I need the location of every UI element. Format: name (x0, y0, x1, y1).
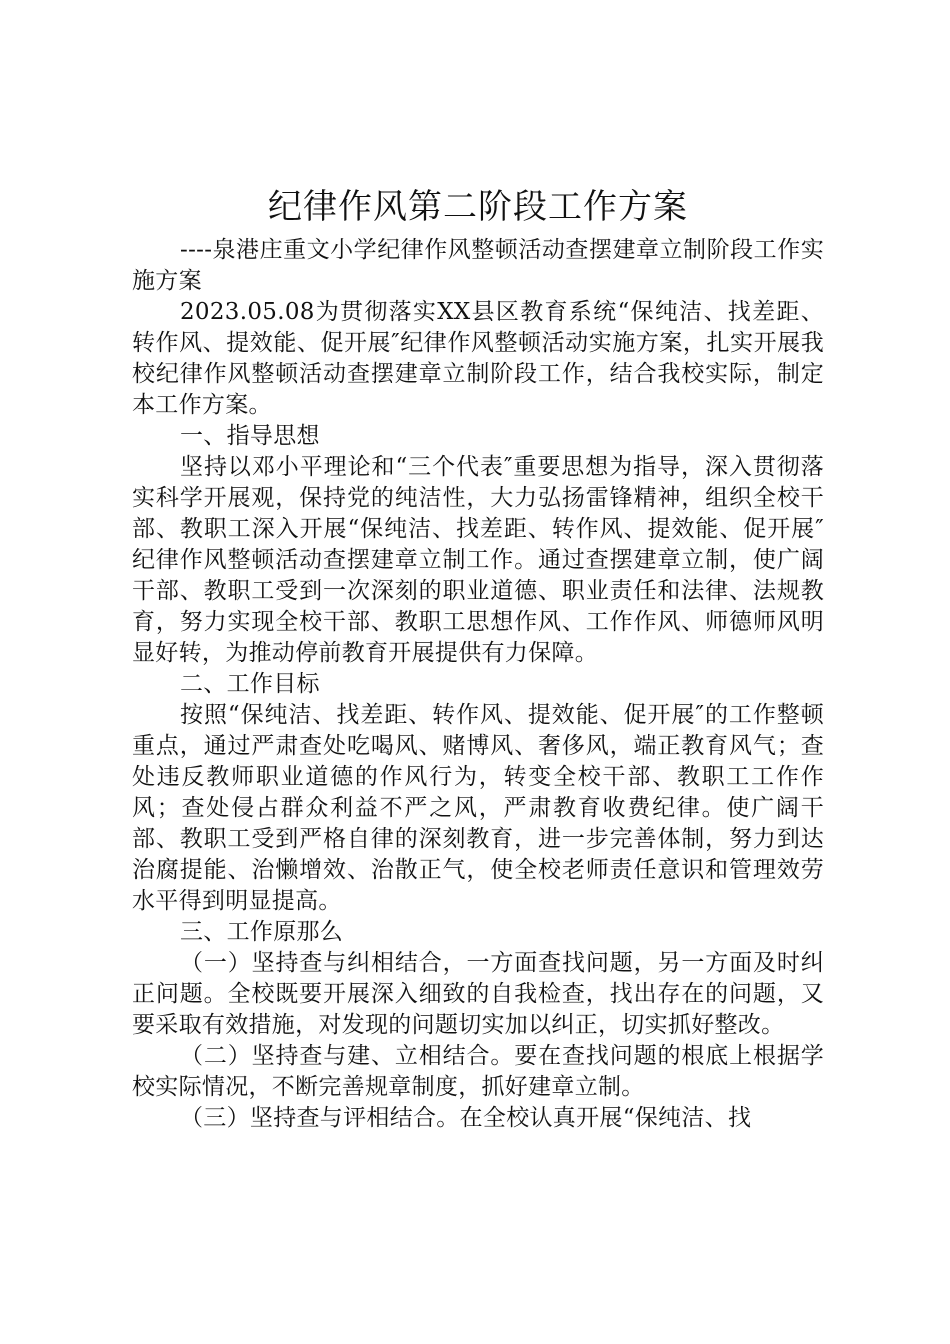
document-body (132, 185, 824, 1134)
principle-item-1: （一）坚持查与纠相结合，一方面查找问题，另一方面及时纠正问题。全校既要开展深入细致的自我检查，找出存在的问题，又要采取有效措施，对发现的问题切实加以纠正，切实抓好整改。 (132, 950, 824, 1038)
section-heading-work-principles: 三、工作原那么 (180, 919, 344, 945)
principle-item-2: （二）坚持查与建、立相结合。要在查找问题的根底上根据学校实际情况，不断完善规章制度，抓好建章立制。 (132, 1043, 824, 1100)
section-body-work-goals: 按照“保纯洁、找差距、转作风、提效能、促开展″的工作整顿重点，通过严肃查处吃喝风、赌博风、奢侈风，端正教育风气；查处违反教师职业道德的作风行为，转变全校干部、教职工工作作风；查处侵占群众利益不严之风，严肃教育收费纪律。使广阔干部、教职工受到严格自律的深刻教育，进一步完善体制，努力到达治腐提能、治懒增效、治散正气，使全校老师责任意识和管理效劳水平得到明显提高。 (132, 702, 824, 914)
section-body-guiding-thought: 坚持以邓小平理论和“三个代表″重要思想为指导，深入贯彻落实科学开展观，保持党的纯洁性，大力弘扬雷锋精神，组织全校干部、教职工深入开展“保纯洁、找差距、转作风、提效能、促开展″纪律作风整顿活动查摆建章立制工作。通过查摆建章立制，使广阔干部、教职工受到一次深刻的职业道德、职业责任和法律、法规教育，努力实现全校干部、教职工思想作风、工作作风、师德师风明显好转，为推动停前教育开展提供有力保障。 (132, 454, 824, 666)
section-heading-guiding-thought: 一、指导思想 (180, 423, 320, 449)
document-title: 纪律作风第二阶段工作方案 (268, 187, 688, 227)
section-heading-work-goals: 二、工作目标 (180, 671, 320, 697)
intro-paragraph: 2023.05.08为贯彻落实XX县区教育系统“保纯洁、找差距、转作风、提效能、促开展″纪律作风整顿活动实施方案，扎实开展我校纪律作风整顿活动查摆建章立制阶段工作，结合我校实际，制定本工作方案。 (132, 299, 824, 418)
document-subtitle: ----泉港庄重文小学纪律作风整顿活动查摆建章立制阶段工作实施方案 (132, 237, 824, 294)
principle-item-3: （三）坚持查与评相结合。在全校认真开展“保纯洁、找 (180, 1105, 752, 1131)
